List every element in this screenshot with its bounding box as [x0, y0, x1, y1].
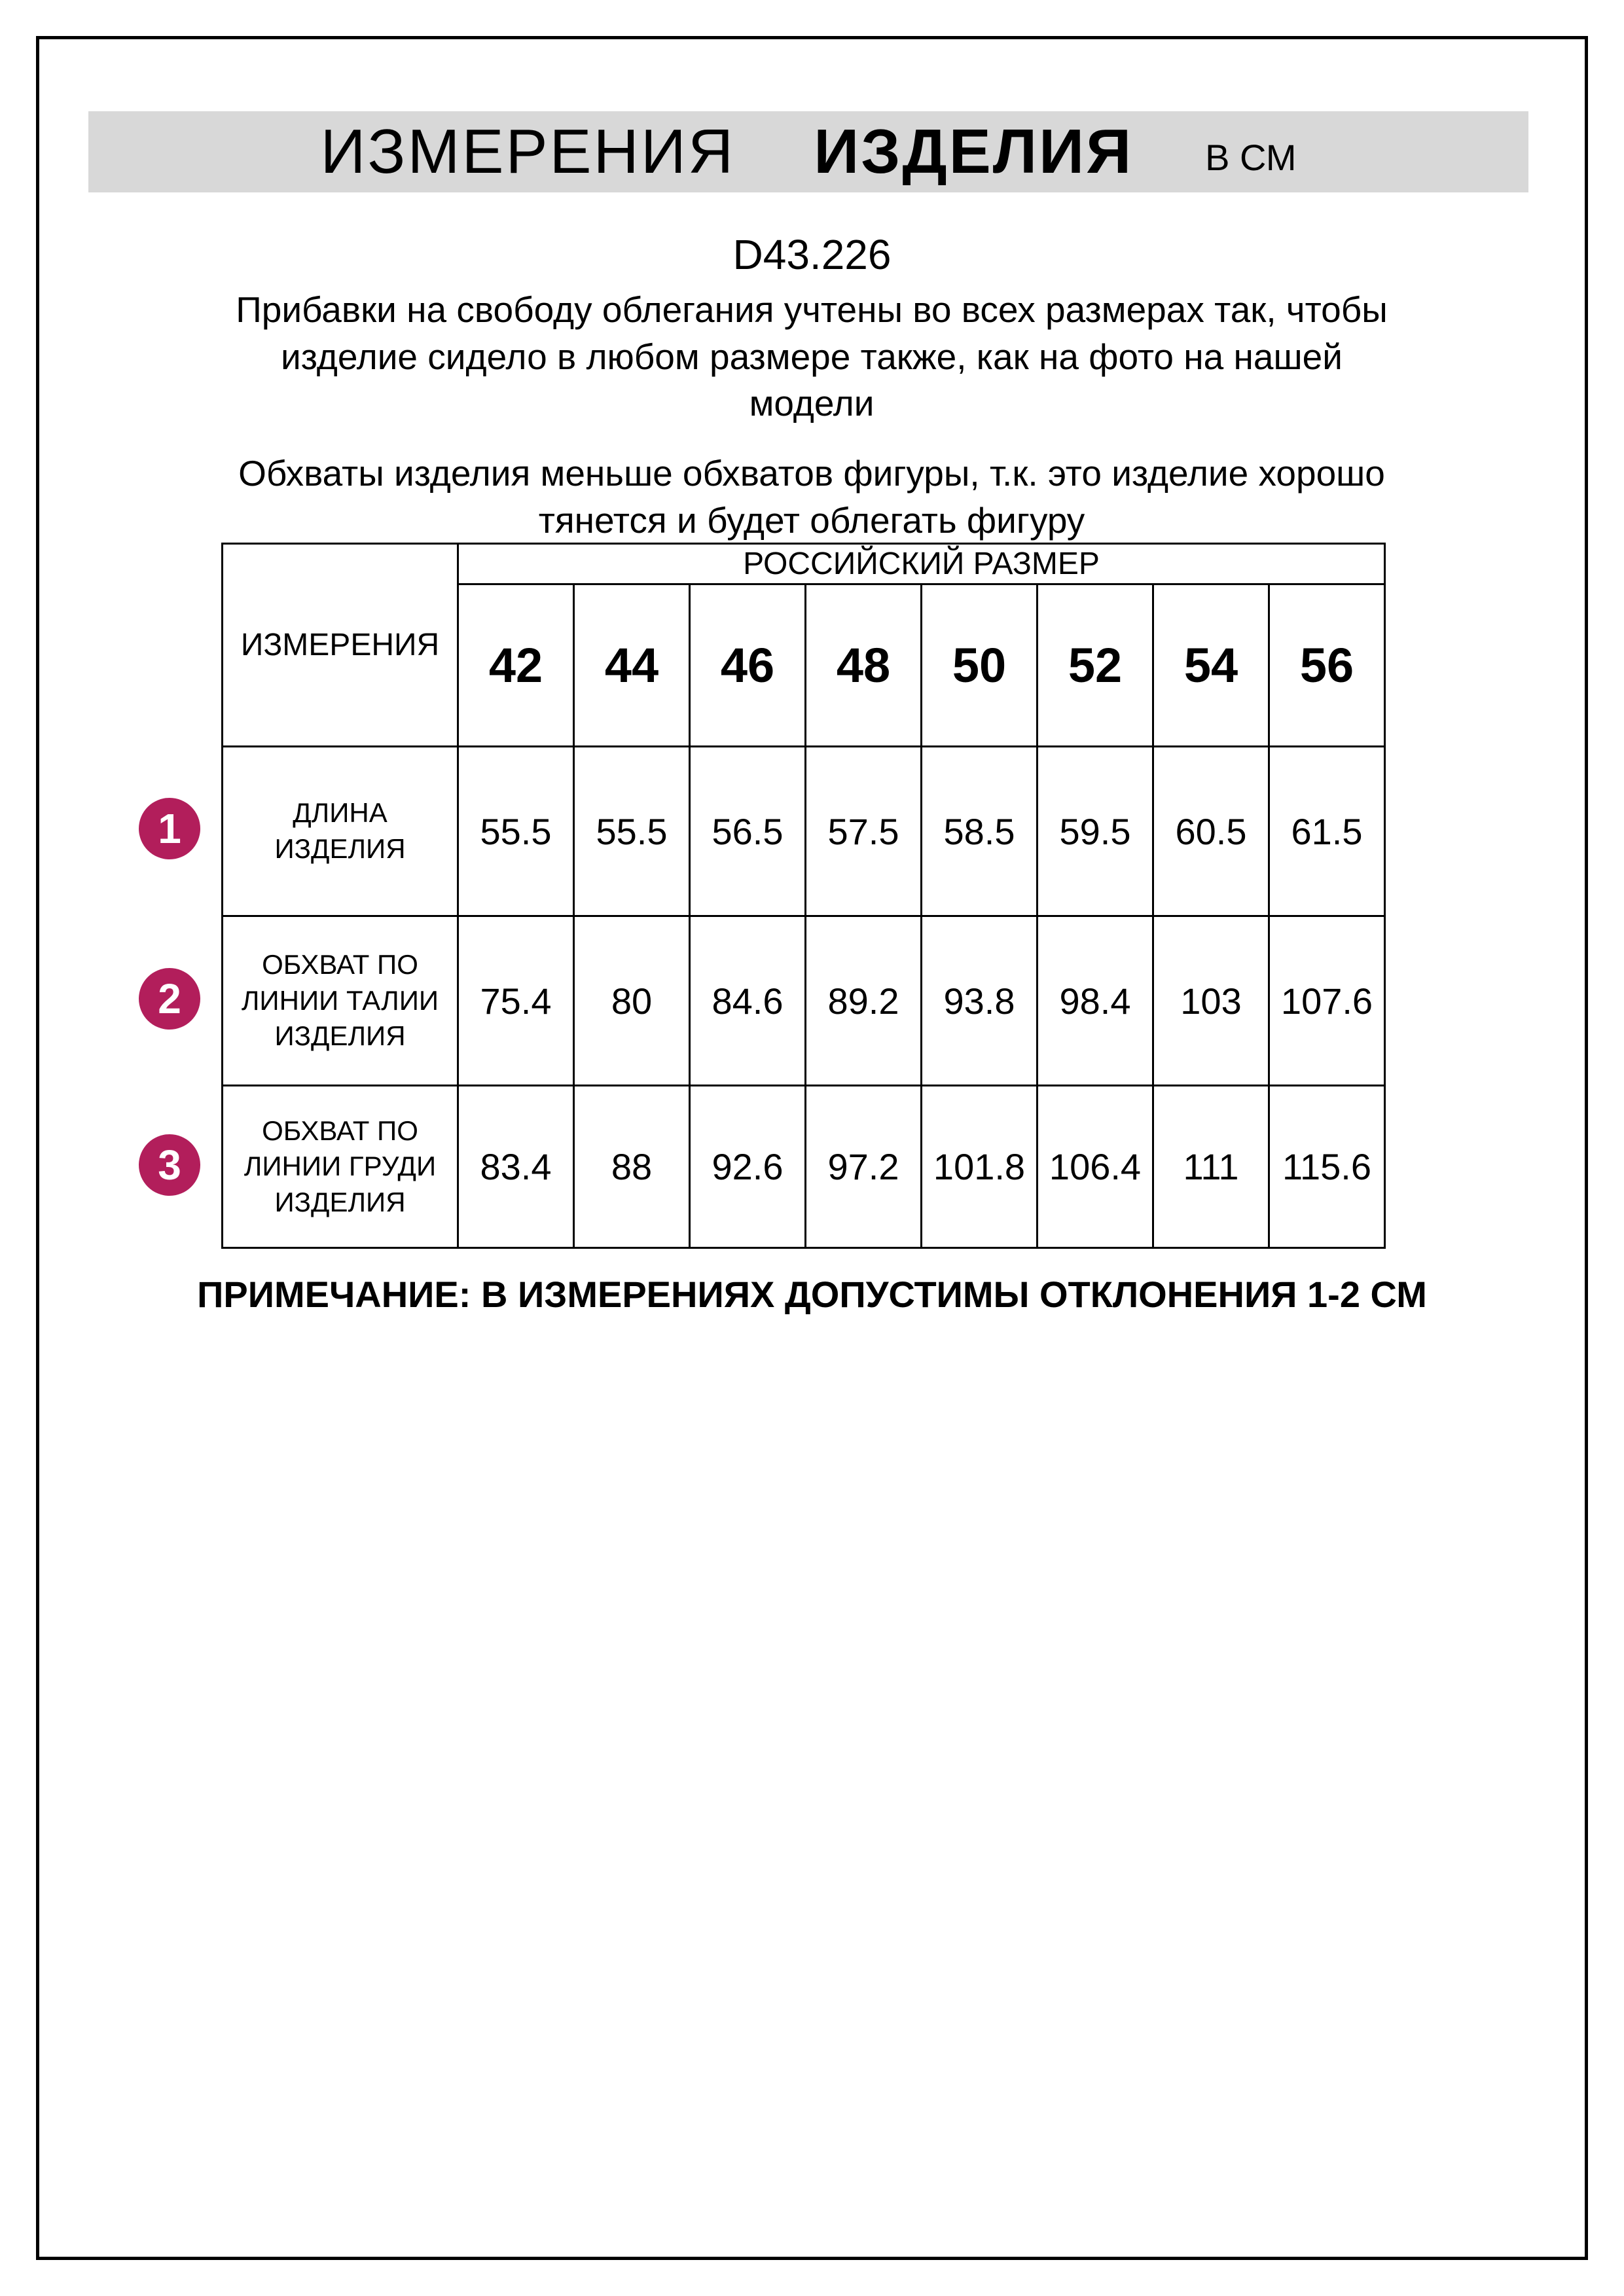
waist-value-44: 80 [574, 916, 690, 1086]
waist-value-56: 107.6 [1269, 916, 1385, 1086]
row-marker-1-number: 1 [158, 805, 181, 852]
size-col-56: 56 [1269, 584, 1385, 747]
size-col-44: 44 [574, 584, 690, 747]
table-corner-label: ИЗМЕРЕНИЯ [223, 544, 458, 747]
title-word-product: ИЗДЕЛИЯ [814, 117, 1134, 187]
russian-size-header: РОССИЙСКИЙ РАЗМЕР [458, 544, 1385, 584]
row-marker-1-badge [139, 798, 200, 859]
table-row-size-group [223, 544, 1385, 584]
length-value-56: 61.5 [1269, 747, 1385, 916]
row-label-waist: ОБХВАТ ПО ЛИНИИ ТАЛИИ ИЗДЕЛИЯ [223, 916, 458, 1086]
row-marker-3-number: 3 [158, 1141, 181, 1189]
length-value-50: 58.5 [922, 747, 1038, 916]
row-label-length: ДЛИНА ИЗДЕЛИЯ [223, 747, 458, 916]
table-row-length [223, 747, 1385, 916]
chest-value-48: 97.2 [806, 1086, 922, 1248]
size-table [221, 543, 1386, 1249]
size-col-54: 54 [1153, 584, 1269, 747]
title-banner [88, 111, 1528, 192]
size-col-48: 48 [806, 584, 922, 747]
chest-value-52: 106.4 [1038, 1086, 1153, 1248]
waist-value-50: 93.8 [922, 916, 1038, 1086]
table-row-waist [223, 916, 1385, 1086]
row-marker-3-badge [139, 1134, 200, 1196]
waist-value-42: 75.4 [458, 916, 574, 1086]
intro-paragraph-fit-note: Прибавки на свободу облегания учтены во всех размерах так, чтобы изделие сидело в любом размере также, как на фото на нашей модели [236, 289, 1388, 423]
length-value-44: 55.5 [574, 747, 690, 916]
title-word-measurements: ИЗМЕРЕНИЯ [320, 117, 736, 187]
chest-value-56: 115.6 [1269, 1086, 1385, 1248]
title-units-label: В СМ [1205, 136, 1297, 178]
length-value-42: 55.5 [458, 747, 574, 916]
tolerance-note: ПРИМЕЧАНИЕ: В ИЗМЕРЕНИЯХ ДОПУСТИМЫ ОТКЛОНЕНИЯ 1-2 СМ [197, 1274, 1427, 1315]
waist-value-48: 89.2 [806, 916, 922, 1086]
chest-value-50: 101.8 [922, 1086, 1038, 1248]
size-col-52: 52 [1038, 584, 1153, 747]
chest-value-44: 88 [574, 1086, 690, 1248]
chest-value-54: 111 [1153, 1086, 1269, 1248]
size-col-46: 46 [690, 584, 806, 747]
table-row-chest [223, 1086, 1385, 1248]
waist-value-46: 84.6 [690, 916, 806, 1086]
intro-paragraph-stretch-note: Обхваты изделия меньше обхватов фигуры, т.к. это изделие хорошо тянется и будет облегать фигуру [238, 453, 1385, 541]
length-value-48: 57.5 [806, 747, 922, 916]
row-marker-2-number: 2 [158, 975, 181, 1022]
chest-value-46: 92.6 [690, 1086, 806, 1248]
waist-value-52: 98.4 [1038, 916, 1153, 1086]
length-value-52: 59.5 [1038, 747, 1153, 916]
size-col-42: 42 [458, 584, 574, 747]
waist-value-54: 103 [1153, 916, 1269, 1086]
size-col-50: 50 [922, 584, 1038, 747]
length-value-54: 60.5 [1153, 747, 1269, 916]
length-value-46: 56.5 [690, 747, 806, 916]
chest-value-42: 83.4 [458, 1086, 574, 1248]
row-label-chest: ОБХВАТ ПО ЛИНИИ ГРУДИ ИЗДЕЛИЯ [223, 1086, 458, 1248]
row-marker-2-badge [139, 968, 200, 1030]
article-number: D43.226 [732, 231, 892, 278]
